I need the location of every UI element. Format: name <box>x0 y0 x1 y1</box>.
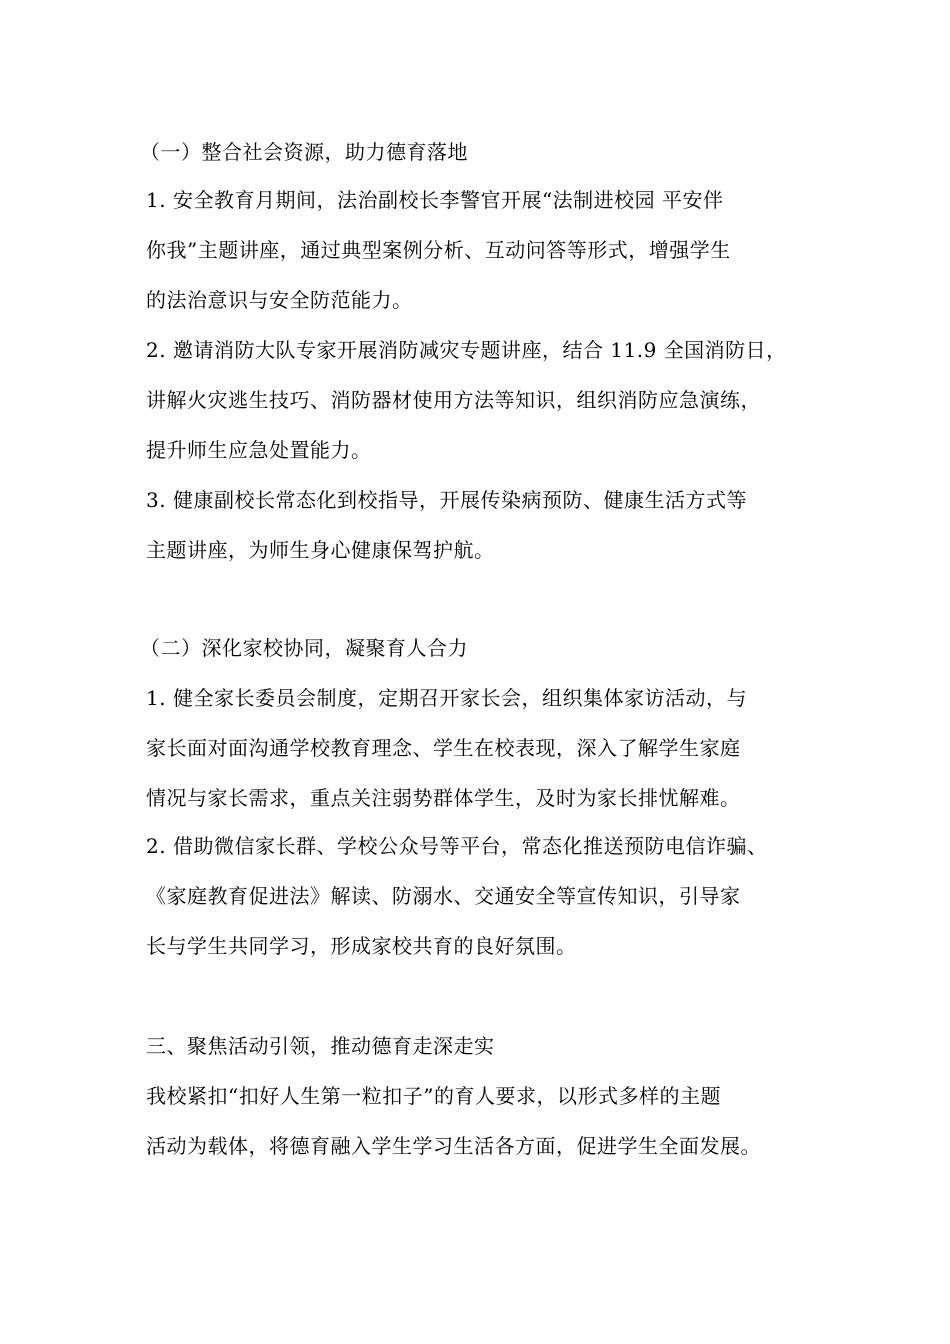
paragraph-line: 情况与家长需求，重点关注弱势群体学生，及时为家长排忧解难。 <box>146 786 741 810</box>
paragraph-line: 《家庭教育促进法》解读、防溺水、交通安全等宣传知识，引导家 <box>146 884 741 908</box>
section-heading: （二）深化家校协同，凝聚育人合力 <box>140 636 468 660</box>
paragraph-line: 活动为载体，将德育融入学生学习生活各方面，促进学生全面发展。 <box>146 1134 761 1158</box>
paragraph-line: 主题讲座，为师生身心健康保驾护航。 <box>146 538 495 562</box>
section-heading: （一）整合社会资源，助力德育落地 <box>140 140 468 164</box>
paragraph-line: 2. 邀请消防大队专家开展消防减灾专题讲座，结合 11.9 全国消防日， <box>146 338 787 362</box>
paragraph-line: 家长面对面沟通学校教育理念、学生在校表现，深入了解学生家庭 <box>146 736 741 760</box>
paragraph-line: 2. 借助微信家长群、学校公众号等平台，常态化推送预防电信诈骗、 <box>146 834 768 858</box>
paragraph-line: 你我”主题讲座，通过典型案例分析、互动问答等形式，增强学生 <box>146 238 731 262</box>
paragraph-line: 3. 健康副校长常态化到校指导，开展传染病预防、健康生活方式等 <box>146 488 747 512</box>
paragraph-line: 长与学生共同学习，形成家校共育的良好氛围。 <box>146 934 577 958</box>
paragraph-line: 的法治意识与安全防范能力。 <box>146 288 413 312</box>
section-heading: 三、聚焦活动引领，推动德育走深走实 <box>146 1034 495 1058</box>
paragraph-line: 我校紧扣“扣好人生第一粒扣子”的育人要求，以形式多样的主题 <box>146 1084 721 1108</box>
paragraph-line: 1. 安全教育月期间，法治副校长李警官开展“法制进校园 平安伴 <box>146 188 724 212</box>
paragraph-line: 讲解火灾逃生技巧、消防器材使用方法等知识，组织消防应急演练， <box>146 388 761 412</box>
paragraph-line: 1. 健全家长委员会制度，定期召开家长会，组织集体家访活动，与 <box>146 686 747 710</box>
paragraph-line: 提升师生应急处置能力。 <box>146 438 372 462</box>
